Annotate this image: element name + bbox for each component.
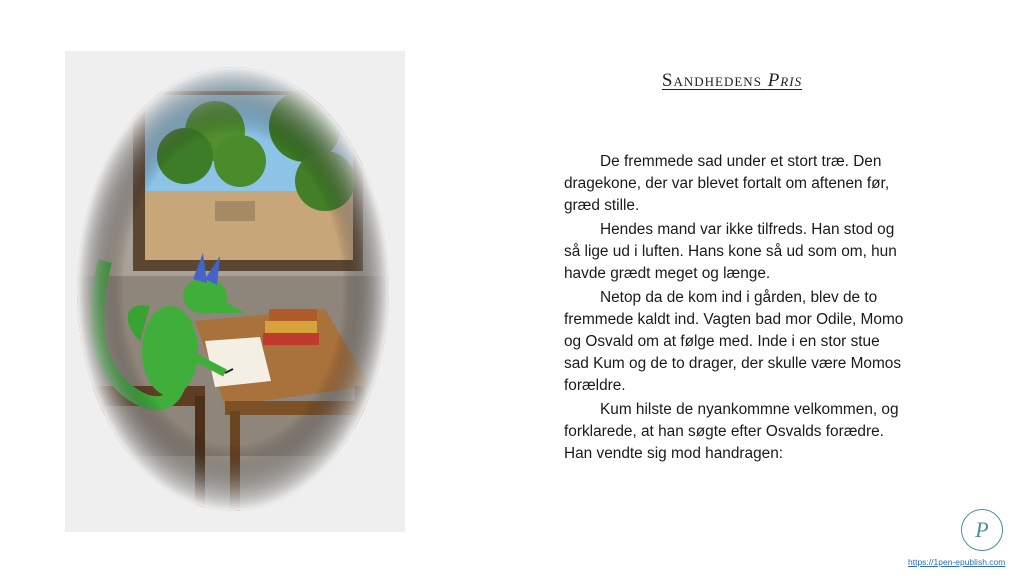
title-lead: Sandhedens: [661, 70, 768, 91]
story-paragraph: Kum hilste de nyankommne velkommen, og forklarede, at han søgte efter Osvalds forædre. Han vendte sig mod handragen:: [564, 401, 899, 462]
page-title: [560, 70, 904, 92]
story-paragraph: De fremmede sad under et stort træ. Den dragekone, der var blevet fortalt om aftenen før, græd stille.: [564, 153, 890, 214]
story-text: [564, 151, 904, 467]
logo-glyph: P: [975, 517, 989, 542]
story-paragraph: Hendes mand var ikke tilfreds. Han stod og så lige ud i luften. Hans kone så ud som om, hun havde grædt meget og længe.: [564, 221, 897, 282]
story-paragraph: Netop da de kom ind i gården, blev de to fremmede kaldt ind. Vagten bad mor Odile, Momo og Osvald om at følge med. Inde i en stor stue sad Kum og de to drager, der skulle være Momos forældre.: [564, 289, 904, 394]
publisher-logo-icon: [961, 509, 1003, 551]
publisher-url-link[interactable]: https://1pen-epublish.com: [908, 557, 1006, 567]
illustration-green-dragon-writing: [65, 51, 405, 532]
title-script: Pris: [767, 70, 803, 91]
